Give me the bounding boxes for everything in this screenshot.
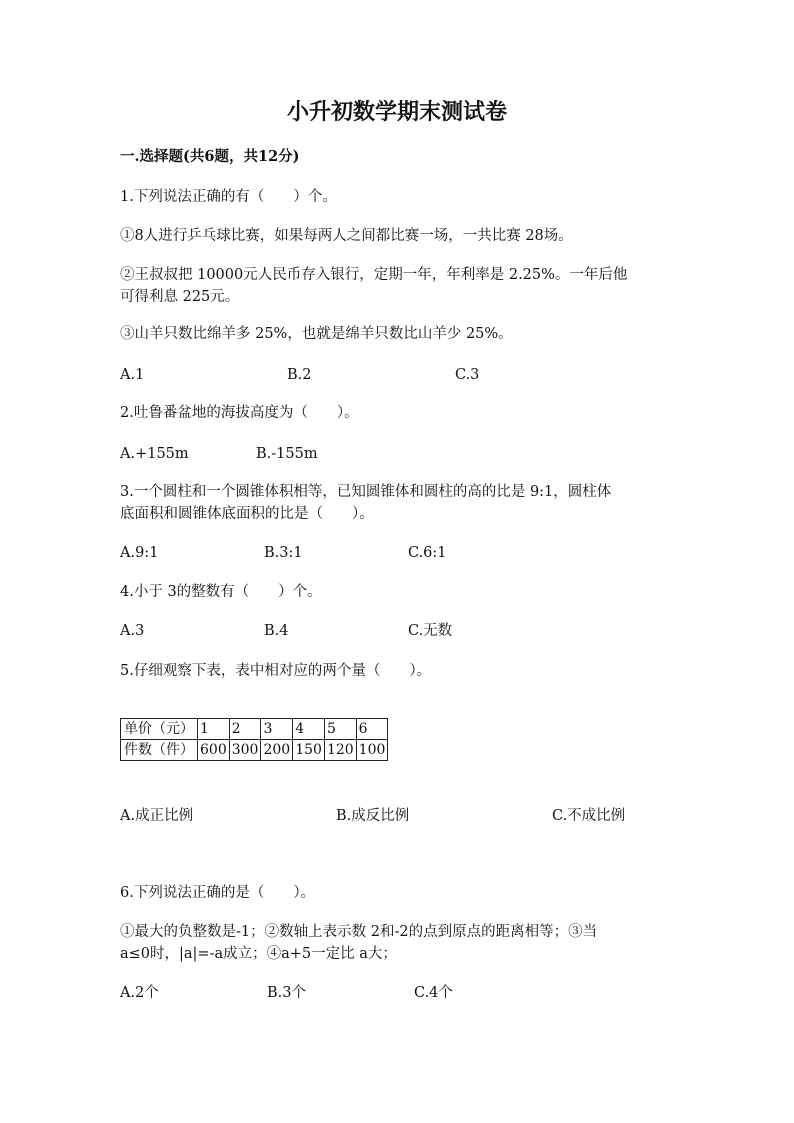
table-cell: 1: [198, 719, 230, 740]
question-2-option-a: A.+155m: [120, 446, 189, 462]
question-3-option-c: C.6:1: [408, 545, 447, 561]
question-4-option-b: B.4: [264, 623, 289, 639]
question-6-option-a: A.2个: [120, 985, 159, 1001]
table-cell: 300: [229, 740, 261, 761]
question-3-stem-line-2: 底面积和圆锥体底面积的比是（ ）。: [120, 506, 374, 522]
question-1-statement-2-line-1: ②王叔叔把 10000元人民币存入银行，定期一年，年利率是 2.25%。一年后他: [120, 267, 628, 283]
table-cell: 3: [261, 719, 293, 740]
question-2-stem: 2.吐鲁番盆地的海拔高度为（ ）。: [120, 405, 359, 421]
table-cell: 120: [324, 740, 356, 761]
question-3-stem-line-1: 3.一个圆柱和一个圆锥体积相等，已知圆锥体和圆柱的高的比是 9:1，圆柱体: [120, 484, 612, 500]
table-cell: 单价（元）: [121, 719, 198, 740]
question-3-option-b: B.3:1: [264, 545, 303, 561]
question-5-option-c: C.不成比例: [552, 808, 626, 824]
table-cell: 2: [229, 719, 261, 740]
question-4-option-a: A.3: [120, 623, 145, 639]
question-1-option-c: C.3: [455, 367, 480, 383]
question-5-stem: 5.仔细观察下表，表中相对应的两个量（ ）。: [120, 663, 432, 679]
question-1-option-a: A.1: [120, 367, 145, 383]
section-heading: 一.选择题(共6题，共12分): [120, 148, 300, 165]
table-cell: 4: [293, 719, 325, 740]
question-5-option-b: B.成反比例: [336, 808, 410, 824]
question-2-option-b: B.-155m: [256, 446, 318, 462]
table-cell: 6: [356, 719, 388, 740]
table-row: [121, 740, 388, 761]
question-1-statement-2-line-2: 可得利息 225元。: [120, 289, 240, 305]
page-title: 小升初数学期末测试卷: [286, 99, 507, 125]
table-cell: 5: [324, 719, 356, 740]
table-row: [121, 719, 388, 740]
question-4-option-c: C.无数: [408, 623, 453, 639]
question-6-option-b: B.3个: [267, 985, 306, 1001]
table-cell: 150: [293, 740, 325, 761]
question-1-statement-3: ③山羊只数比绵羊多 25%，也就是绵羊只数比山羊少 25%。: [120, 326, 513, 342]
question-1-option-b: B.2: [287, 367, 312, 383]
question-6-line-1: ①最大的负整数是-1；②数轴上表示数 2和-2的点到原点的距离相等；③当: [120, 924, 598, 940]
price-quantity-table: [120, 718, 388, 761]
question-6-stem: 6.下列说法正确的是（ ）。: [120, 885, 316, 901]
question-1-statement-1: ①8人进行乒乓球比赛，如果每两人之间都比赛一场，一共比赛 28场。: [120, 228, 573, 244]
question-6-line-2: a≤0时，|a|=-a成立；④a+5一定比 a大；: [120, 946, 397, 962]
table-cell: 200: [261, 740, 293, 761]
table-cell: 件数（件）: [121, 740, 198, 761]
table-cell: 100: [356, 740, 388, 761]
question-4-stem: 4.小于 3的整数有（ ）个。: [120, 584, 322, 600]
question-6-option-c: C.4个: [414, 985, 453, 1001]
question-5-option-a: A.成正比例: [120, 808, 194, 824]
question-1-stem: 1.下列说法正确的有（ ）个。: [120, 189, 337, 205]
table-cell: 600: [198, 740, 230, 761]
question-3-option-a: A.9:1: [120, 545, 159, 561]
